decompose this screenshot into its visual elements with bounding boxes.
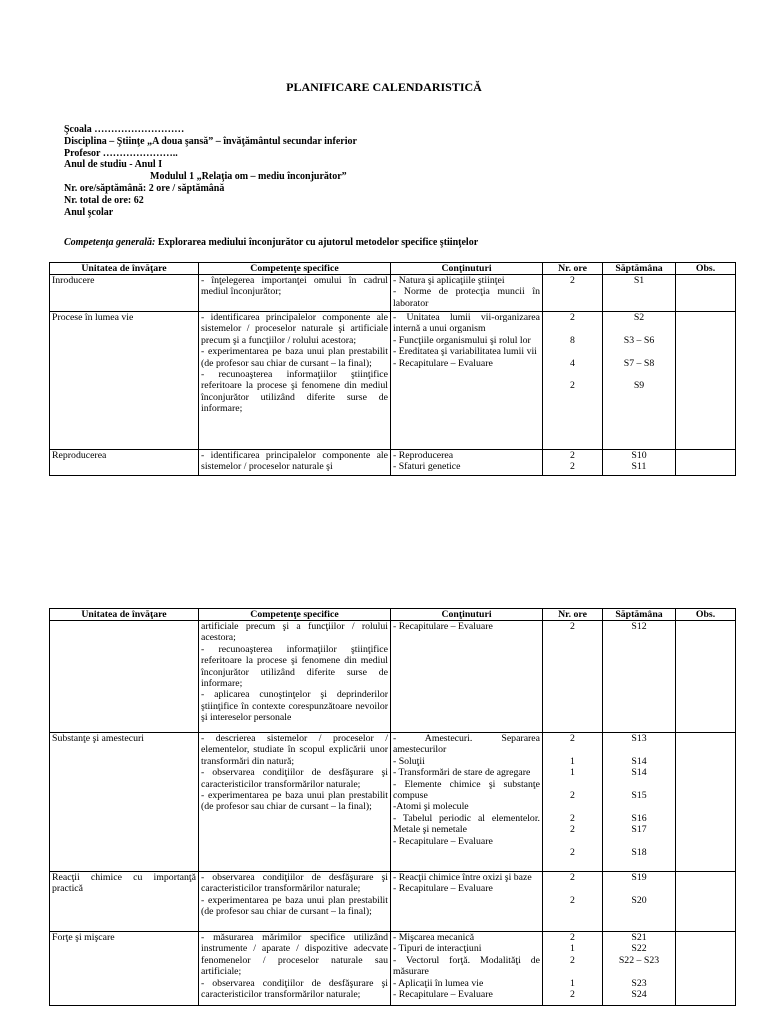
- spacer: [605, 779, 673, 790]
- week-value: S13: [631, 733, 647, 744]
- week-cell: [603, 450, 676, 476]
- hours-value: 8: [570, 334, 575, 346]
- content-item: - Unitatea lumii vii-organizarea internă a unui organism: [393, 312, 540, 335]
- unit-cell: Inroducere: [50, 275, 199, 312]
- hours-value: 2: [570, 932, 575, 943]
- competence-item: - recunoaşterea informaţiilor ştiinţifice referitoare la procese şi fenomene din mediul înconjurător utilizând diferite surse de informare;: [201, 369, 388, 415]
- col-unit-header: Unitatea de învăţare: [50, 609, 199, 621]
- content-item: - Funcţiile organismului şi rolul lor: [393, 334, 531, 346]
- content-item: - Ereditatea şi variabilitatea lumii vii: [393, 346, 537, 358]
- content-item: - Vectorul forţă. Modalităţi de măsurare: [393, 954, 540, 978]
- hours-value: 2: [570, 894, 575, 906]
- table-row: [50, 275, 736, 312]
- competence-item: - înţelegerea importanţei omului în cadrul mediul înconjurător;: [201, 275, 388, 298]
- hours-value: 4: [570, 357, 575, 369]
- spacer: [545, 883, 600, 894]
- spacer: [545, 836, 600, 847]
- week-cell: [603, 733, 676, 872]
- hours-value: 2: [570, 872, 575, 883]
- table-header-row: [50, 609, 736, 621]
- unit-cell: Forţe şi mişcare: [50, 932, 199, 1006]
- week-value: S11: [631, 461, 647, 473]
- content-item: -Atomi şi molecule: [393, 801, 469, 813]
- hours-cell: [543, 733, 603, 872]
- col-obs-header: Obs.: [676, 263, 736, 275]
- table-row: [50, 872, 736, 932]
- unit-cell: Procese în lumea vie: [50, 312, 199, 450]
- hours-value: 2: [570, 812, 575, 824]
- competences-cell: [199, 733, 391, 872]
- hours-value: 2: [570, 790, 575, 801]
- obs-cell: [676, 932, 736, 1006]
- week-value: S3 – S6: [623, 334, 655, 346]
- page-title: PLANIFICARE CALENDARISTICĂ: [286, 80, 482, 94]
- obs-cell: [676, 733, 736, 872]
- content-item: - Recapitulare – Evaluare: [393, 883, 493, 895]
- content-item: - Tabelul periodic al elementelor. Metale şi nemetale: [393, 812, 540, 836]
- competence-item: - observarea condiţiilor de desfăşurare şi caracteristicilor transformărilor naturale;: [201, 767, 388, 790]
- competence-item: - aplicarea cunoştinţelor şi deprinderilor ştiinţifice în contexte corespunzătoare nevoilor şi intereselor personale: [201, 689, 388, 724]
- spacer: [545, 369, 600, 380]
- col-hours-header: Nr. ore: [543, 609, 603, 621]
- contents-cell: [391, 932, 543, 1006]
- unit-cell: Substanţe şi amestecuri: [50, 733, 199, 872]
- hours-value: 2: [570, 275, 575, 286]
- school-year-line: Anul şcolar: [64, 206, 114, 218]
- week-cell: [603, 312, 676, 450]
- hours-cell: [543, 872, 603, 932]
- week-value: S10: [631, 450, 647, 461]
- competence-item: - identificarea principalelor componente ale sistemelor / proceselor naturale şi: [201, 450, 388, 473]
- obs-cell: [676, 450, 736, 476]
- content-item: - Amestecuri. Separarea amestecurilor: [393, 733, 540, 756]
- col-contents-header: Conţinuturi: [391, 609, 543, 621]
- content-item: - Aplicaţii în lumea vie: [393, 977, 484, 989]
- spacer: [545, 779, 600, 790]
- competence-item: - experimentarea pe baza unui plan prestabilit (de profesor sau chiar de cursant – la final);: [201, 790, 388, 813]
- planning-table-2: [49, 608, 736, 1006]
- obs-cell: [676, 872, 736, 932]
- spacer: [605, 836, 673, 847]
- hours-value: 1: [570, 755, 575, 767]
- hours-value: 2: [570, 312, 575, 323]
- obs-cell: [676, 312, 736, 450]
- spacer: [545, 801, 600, 812]
- content-item: - Tipuri de interacţiuni: [393, 943, 482, 955]
- hours-value: 2: [570, 824, 575, 836]
- spacer: [605, 369, 673, 380]
- competences-cell: [199, 932, 391, 1006]
- contents-cell: [391, 621, 543, 733]
- spacer: [605, 346, 673, 357]
- competence-item: - măsurarea mărimilor specifice utilizând instrumente / aparate / dispozitive adecvate fenomenelor / proceselor naturale sau artificiale;: [201, 932, 388, 978]
- competence-item: - descrierea sistemelor / proceselor / elementelor, studiate în scopul explicării unor transformări din natură;: [201, 733, 388, 767]
- spacer: [605, 744, 673, 755]
- col-hours-header: Nr. ore: [543, 263, 603, 275]
- week-value: S15: [631, 790, 647, 801]
- content-item: - Soluţii: [393, 755, 425, 767]
- table-row: [50, 450, 736, 476]
- general-competence: [64, 237, 478, 249]
- hours-cell: [543, 450, 603, 476]
- year-line: Anul de studiu - Anul I: [64, 159, 163, 171]
- week-cell: [603, 621, 676, 733]
- teacher-line: Profesor …………………..: [64, 147, 178, 159]
- week-value: S2: [633, 312, 645, 323]
- planning-table-1: [49, 262, 736, 476]
- content-item: - Sfaturi genetice: [393, 461, 461, 473]
- school-line: Şcoala ………………………: [64, 124, 185, 135]
- content-item: - Elemente chimice şi substanţe compuse: [393, 778, 540, 802]
- content-item: - Transformări de stare de agregare: [393, 767, 531, 779]
- contents-cell: [391, 312, 543, 450]
- hours-value: 2: [570, 733, 575, 744]
- spacer: [545, 966, 600, 977]
- week-value: S1: [633, 275, 645, 286]
- week-value: S24: [631, 989, 647, 1001]
- hours-value: 2: [570, 450, 575, 461]
- week-cell: [603, 932, 676, 1006]
- spacer: [605, 883, 673, 894]
- general-competence-text: Explorarea mediului înconjurător cu ajutorul metodelor specifice ştiinţelor: [155, 237, 479, 248]
- competences-cell: [199, 312, 391, 450]
- col-contents-header: Conţinuturi: [391, 263, 543, 275]
- content-item: - Norme de protecţia muncii în laborator: [393, 286, 540, 309]
- unit-cell: [50, 621, 199, 733]
- col-competences-header: Competenţe specifice: [199, 609, 391, 621]
- competences-cell: [199, 621, 391, 733]
- week-value: S14: [631, 767, 647, 779]
- week-value: S23: [631, 977, 647, 989]
- content-item: - Reacţii chimice între oxizi şi baze: [393, 872, 532, 883]
- contents-cell: [391, 872, 543, 932]
- hours-value: 2: [570, 621, 575, 632]
- week-value: S12: [631, 621, 647, 632]
- competence-item: - identificarea principalelor componente ale sistemelor / proceselor naturale şi artificiale precum şi a funcţiilor / rolului acestora;: [201, 312, 388, 346]
- week-value: S19: [631, 872, 647, 883]
- hours-value: 2: [570, 989, 575, 1001]
- discipline-line: Disciplina – Ştiinţe „A doua şansă” – învăţământul secundar inferior: [64, 135, 357, 147]
- contents-cell: [391, 450, 543, 476]
- obs-cell: [676, 621, 736, 733]
- week-cell: [603, 275, 676, 312]
- hours-value: 1: [570, 977, 575, 989]
- hours-value: 1: [570, 943, 575, 955]
- hours-value: 2: [570, 847, 575, 858]
- header-info: [64, 124, 357, 218]
- general-competence-label: Competenţa generală:: [64, 237, 156, 248]
- hours-value: 2: [570, 380, 575, 392]
- unit-cell: Reacţii chimice cu importanţă practică: [50, 872, 199, 932]
- table-row: [50, 312, 736, 450]
- hours-cell: [543, 932, 603, 1006]
- week-value: S9: [633, 380, 645, 392]
- content-item: - Recapitulare – Evaluare: [393, 621, 493, 632]
- content-item: - Recapitulare – Evaluare: [393, 989, 493, 1001]
- hours-value: 2: [570, 461, 575, 473]
- competence-item: - recunoaşterea informaţiilor ştiinţifice referitoare la procese şi fenomene din mediul înconjurător utilizând diferite surse de informare;: [201, 643, 388, 690]
- hours-cell: [543, 275, 603, 312]
- hours-value: 2: [570, 954, 575, 966]
- week-value: S16: [631, 812, 647, 824]
- week-value: S22: [631, 943, 647, 955]
- content-item: - Mişcarea mecanică: [393, 932, 475, 943]
- week-value: S18: [631, 847, 647, 858]
- hours-week-line: Nr. ore/săptămână: 2 ore / săptămână: [64, 182, 225, 194]
- competence-item: - observarea condiţiilor de desfăşurare şi caracteristicilor transformărilor naturale;: [201, 872, 388, 895]
- competence-item: - experimentarea pe baza unui plan prestabilit (de profesor sau chiar de cursant – la final);: [201, 894, 388, 918]
- spacer: [545, 346, 600, 357]
- module-line: Modulul 1 „Relaţia om – mediu înconjurător”: [150, 171, 347, 183]
- competence-item: - observarea condiţiilor de desfăşurare şi caracteristicilor transformărilor naturale;: [201, 977, 388, 1001]
- col-obs-header: Obs.: [676, 609, 736, 621]
- content-item: - Natura şi aplicaţiile ştiinţei: [393, 275, 505, 286]
- week-value: S17: [631, 824, 647, 836]
- table-row: [50, 733, 736, 872]
- week-value: S20: [631, 894, 647, 906]
- week-value: S14: [631, 755, 647, 767]
- spacer: [545, 744, 600, 755]
- competences-cell: [199, 872, 391, 932]
- table-row: [50, 621, 736, 733]
- week-value: S7 – S8: [623, 357, 655, 369]
- contents-cell: [391, 275, 543, 312]
- table-row: [50, 932, 736, 1006]
- spacer: [605, 966, 673, 977]
- col-competences-header: Competenţe specifice: [199, 263, 391, 275]
- week-value: S22 – S23: [618, 954, 660, 966]
- total-hours-line: Nr. total de ore: 62: [64, 194, 144, 206]
- spacer: [605, 323, 673, 334]
- week-value: S21: [631, 932, 647, 943]
- competences-cell: [199, 450, 391, 476]
- col-weeks-header: Săptămâna: [603, 263, 676, 275]
- hours-cell: [543, 621, 603, 733]
- obs-cell: [676, 275, 736, 312]
- spacer: [545, 323, 600, 334]
- col-weeks-header: Săptămâna: [603, 609, 676, 621]
- table-header-row: [50, 263, 736, 275]
- content-item: - Recapitulare – Evaluare: [393, 357, 493, 369]
- unit-cell: Reproducerea: [50, 450, 199, 476]
- col-unit-header: Unitatea de învăţare: [50, 263, 199, 275]
- competence-item: artificiale precum şi a funcţiilor / rolului acestora;: [201, 621, 388, 644]
- competence-item: - experimentarea pe baza unui plan prestabilit (de profesor sau chiar de cursant – la final);: [201, 346, 388, 369]
- content-item: - Recapitulare – Evaluare: [393, 835, 493, 847]
- week-cell: [603, 872, 676, 932]
- contents-cell: [391, 733, 543, 872]
- hours-cell: [543, 312, 603, 450]
- hours-value: 1: [570, 767, 575, 779]
- competences-cell: [199, 275, 391, 312]
- content-item: - Reproducerea: [393, 450, 454, 461]
- spacer: [605, 801, 673, 812]
